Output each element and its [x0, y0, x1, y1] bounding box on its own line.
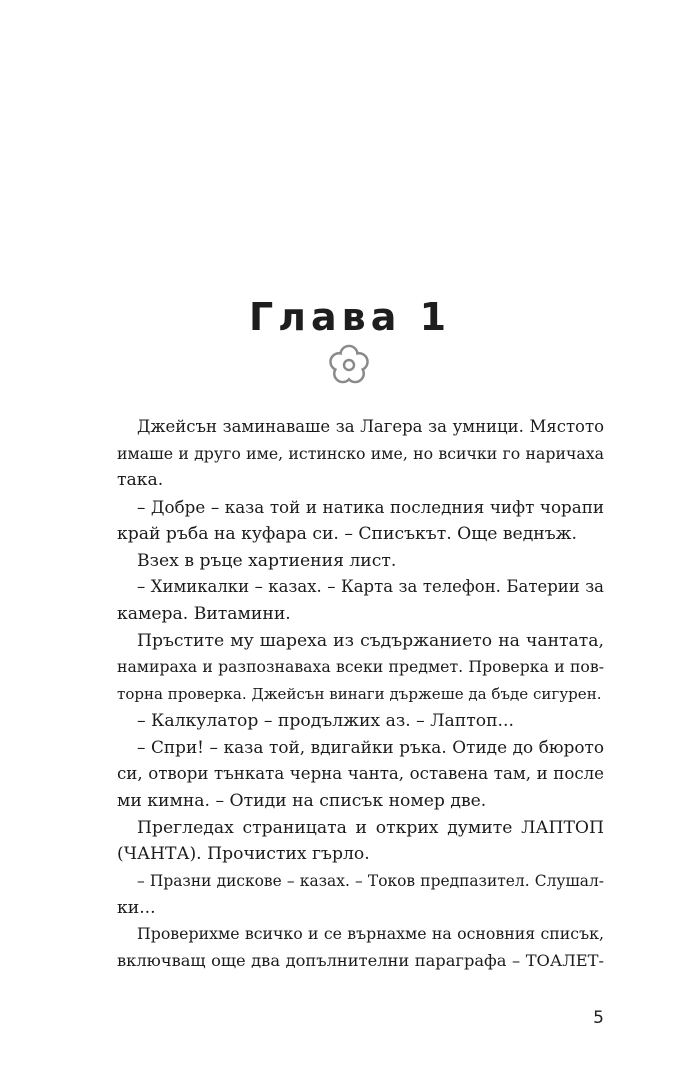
text-line: – Химикалки – казах. – Карта за телефон. Батерии за [137, 577, 604, 597]
paragraph [117, 574, 604, 627]
paragraph [117, 868, 604, 921]
text-line: Взех в ръце хартиения лист. [137, 550, 397, 571]
text-line: така. [117, 470, 164, 491]
text-line: ми кимна. – Отиди на списък номер две. [117, 790, 487, 811]
paragraph [117, 548, 604, 575]
text-line: (ЧАНТА). Прочистих гърло. [117, 844, 370, 865]
text-line: – Калкулатор – продължих аз. – Лаптоп... [137, 710, 514, 731]
page-number: 5 [593, 1008, 604, 1028]
text-line: си, отвори тънката черна чанта, оставена там, и после [117, 764, 604, 784]
paragraph [117, 815, 604, 868]
text-line: ки... [117, 897, 156, 918]
text-line: Проверихме всичко и се върнахме на основния списък, [137, 924, 604, 944]
paragraph [117, 628, 604, 708]
text-line: включващ още два допълнителни параграфа – ТОАЛЕТ- [117, 951, 604, 971]
chapter-title: Глава 1 [248, 295, 452, 340]
text-line: намираха и разпознаваха всеки предмет. Проверка и пов- [117, 657, 604, 677]
text-line: Джейсън заминаваше за Лагера за умници. Мястото [137, 417, 604, 436]
text-line: торна проверка. Джейсън винаги държеше да бъде сигурен. [117, 685, 602, 704]
text-line: – Добре – каза той и натика последния чифт чорапи [137, 497, 604, 518]
paragraph [117, 921, 604, 974]
text-line: Прегледах страницата и открих думите ЛАПТОП [137, 817, 604, 838]
text-line: Пръстите му шареха из съдържанието на чантата, [137, 630, 604, 651]
paragraph [117, 708, 604, 735]
text-line: – Празни дискове – казах. – Токов предпазител. Слушал- [137, 871, 604, 890]
paragraph [117, 414, 604, 494]
flower-icon [326, 342, 372, 388]
text-line: имаше и друго име, истинско име, но всички го наричаха [117, 443, 604, 463]
text-line: край ръба на куфара си. – Списъкът. Още веднъж. [117, 523, 577, 544]
text-line: – Спри! – каза той, вдигайки ръка. Отиде до бюрото [137, 737, 604, 758]
chapter-body [117, 414, 604, 975]
paragraph [117, 494, 604, 547]
paragraph [117, 734, 604, 814]
text-line: камера. Витамини. [117, 603, 291, 624]
